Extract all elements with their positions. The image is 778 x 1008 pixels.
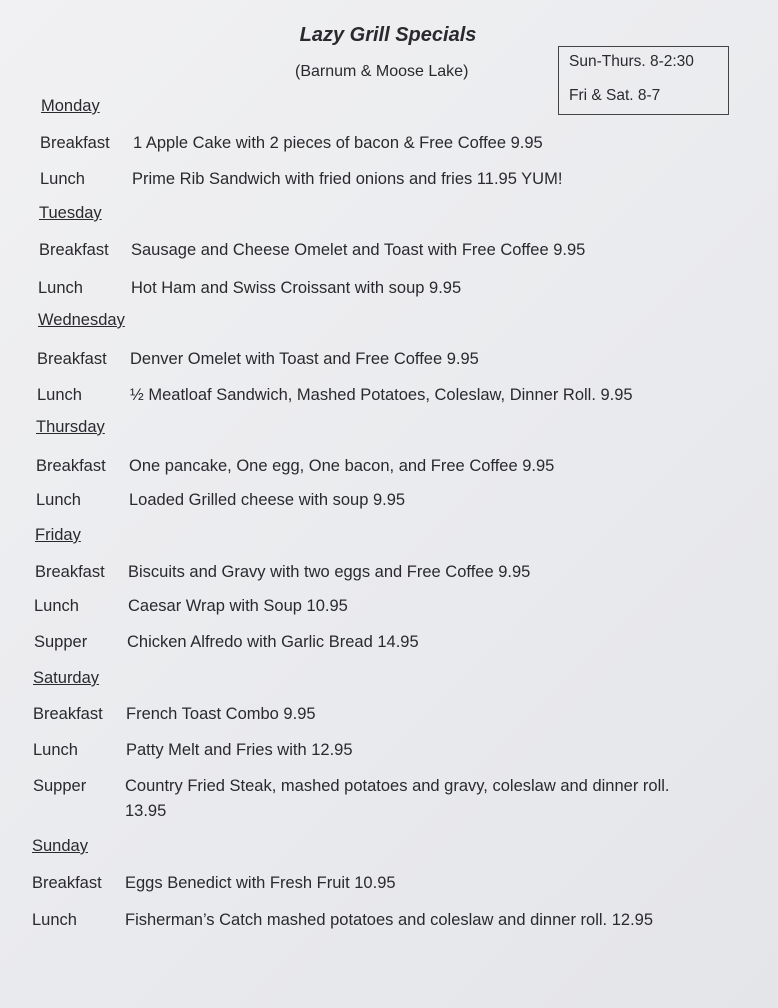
meal-item: Sausage and Cheese Omelet and Toast with Free Coffee 9.95 (131, 241, 586, 259)
meal-item: 1 Apple Cake with 2 pieces of bacon & Free Coffee 9.95 (133, 134, 543, 152)
meal-item: Country Fried Steak, mashed potatoes and gravy, coleslaw and dinner roll. (125, 777, 670, 795)
meal-item: Denver Omelet with Toast and Free Coffee 9.95 (130, 350, 479, 368)
meal-item: ½ Meatloaf Sandwich, Mashed Potatoes, Coleslaw, Dinner Roll. 9.95 (130, 386, 633, 404)
menu-title (0, 24, 778, 47)
meal-item: Eggs Benedict with Fresh Fruit 10.95 (125, 874, 396, 892)
meal-label: Breakfast (40, 134, 110, 152)
meal-item: Biscuits and Gravy with two eggs and Free Coffee 9.95 (128, 563, 531, 581)
meal-label: Breakfast (36, 457, 106, 475)
meal-item: Chicken Alfredo with Garlic Bread 14.95 (127, 633, 419, 651)
day-heading-wednesday: Wednesday (38, 311, 125, 329)
meal-item-continued: 13.95 (125, 802, 167, 820)
meal-label: Breakfast (32, 874, 102, 892)
meal-label: Lunch (37, 386, 82, 404)
meal-item: Hot Ham and Swiss Croissant with soup 9.95 (131, 279, 462, 297)
day-heading-friday: Friday (35, 526, 81, 544)
day-heading-tuesday: Tuesday (39, 204, 102, 222)
meal-item: Fisherman’s Catch mashed potatoes and coleslaw and dinner roll. 12.95 (125, 911, 653, 929)
meal-label: Lunch (32, 911, 77, 929)
hours-weekend: Fri & Sat. 8-7 (569, 87, 661, 104)
meal-item: French Toast Combo 9.95 (126, 705, 316, 723)
meal-item: One pancake, One egg, One bacon, and Free Coffee 9.95 (129, 457, 555, 475)
meal-item: Caesar Wrap with Soup 10.95 (128, 597, 348, 615)
meal-label: Supper (33, 777, 87, 795)
meal-label: Lunch (34, 597, 79, 615)
day-heading-monday: Monday (41, 97, 100, 115)
meal-item: Patty Melt and Fries with 12.95 (126, 741, 353, 759)
menu-title-text: Lazy Grill Specials (299, 24, 477, 46)
meal-item: Loaded Grilled cheese with soup 9.95 (129, 491, 406, 509)
day-heading-thursday: Thursday (36, 418, 105, 436)
meal-label: Lunch (38, 279, 83, 297)
meal-label: Lunch (33, 741, 78, 759)
menu-subtitle: (Barnum & Moose Lake) (295, 63, 469, 80)
meal-item: Prime Rib Sandwich with fried onions and fries 11.95 YUM! (132, 170, 563, 188)
hours-weekday: Sun-Thurs. 8-2:30 (569, 53, 694, 70)
meal-label: Supper (34, 633, 88, 651)
meal-label: Lunch (40, 170, 85, 188)
meal-label: Breakfast (33, 705, 103, 723)
meal-label: Lunch (36, 491, 81, 509)
meal-label: Breakfast (37, 350, 107, 368)
day-heading-sunday: Sunday (32, 837, 88, 855)
day-heading-saturday: Saturday (33, 669, 100, 687)
meal-label: Breakfast (39, 241, 109, 259)
hours-box (558, 46, 729, 115)
meal-label: Breakfast (35, 563, 105, 581)
